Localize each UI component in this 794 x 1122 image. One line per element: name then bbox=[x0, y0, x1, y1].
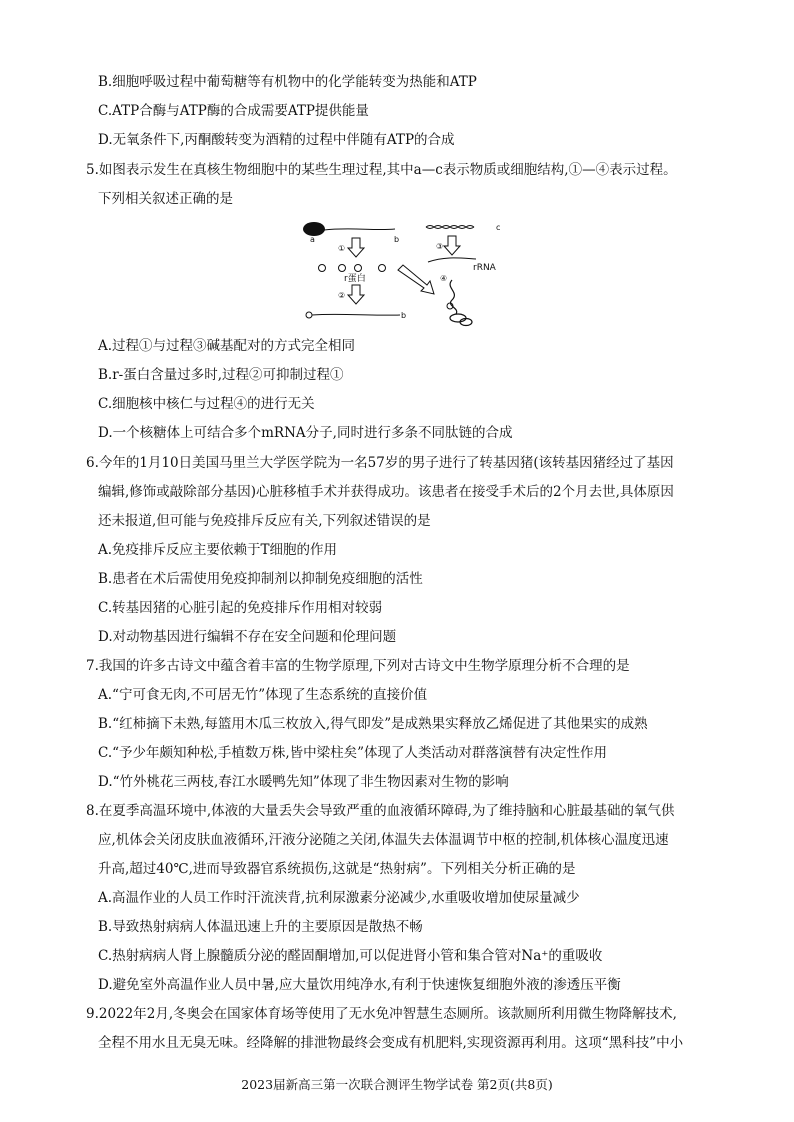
q8-option-a: A.高温作业的人员工作时汗流浃背,抗利尿激素分泌减少,水重吸收增加使尿量减少 bbox=[98, 890, 580, 906]
r-protein-circle bbox=[339, 265, 346, 272]
q5-stem-line-2: 下列相关叙述正确的是 bbox=[98, 191, 233, 207]
q8-option-b: B.导致热射病病人体温迅速上升的主要原因是散热不畅 bbox=[98, 919, 423, 935]
q6-option-c: C.转基因猪的心脏引起的免疫排斥作用相对较弱 bbox=[98, 600, 383, 616]
q8-stem-line-2: 应,机体会关闭皮肤血液循环,汗液分泌随之关闭,体温失去体温调节中枢的控制,机体核心温度迅速 bbox=[98, 832, 669, 848]
q4-option-d: D.无氧条件下,丙酮酸转变为酒精的过程中伴随有ATP的合成 bbox=[98, 132, 455, 148]
arrow-diagonal bbox=[398, 265, 434, 294]
mrna-line-bottom bbox=[312, 314, 400, 315]
q5-process-diagram bbox=[300, 218, 520, 330]
q6-option-b: B.患者在术后需使用免疫抑制剂以抑制免疫细胞的活性 bbox=[98, 571, 423, 587]
q6-stem-line-2: 编辑,修饰或敲除部分基因)心脏移植手术并获得成功。该患者在接受手术后的2个月去世,具体原因 bbox=[98, 484, 674, 500]
q5-option-a: A.过程①与过程③碱基配对的方式完全相同 bbox=[98, 338, 356, 354]
diagram-label-c: c bbox=[496, 223, 501, 232]
rrna-line bbox=[428, 258, 476, 262]
q8-stem-line-1: 8.在夏季高温环境中,体液的大量丢失会导致严重的血液循环障碍,为了维持脑和心脏最基础的氧气供 bbox=[86, 803, 675, 819]
q4-option-b: B.细胞呼吸过程中葡萄糖等有机物中的化学能转变为热能和ATP bbox=[98, 74, 477, 90]
arrow-step-2 bbox=[348, 285, 364, 304]
diagram-label-r-protein: r蛋白 bbox=[344, 274, 366, 284]
q8-stem-line-3: 升高,超过40℃,进而导致器官系统损伤,这就是“热射病”。下列相关分析正确的是 bbox=[98, 861, 576, 877]
q5-option-c: C.细胞核中核仁与过程④的进行无关 bbox=[98, 396, 315, 412]
r-protein-circle bbox=[355, 265, 362, 272]
diagram-step-4: ④ bbox=[440, 274, 448, 283]
q6-stem-line-3: 还未报道,但可能与免疫排斥反应有关,下列叙述错误的是 bbox=[98, 513, 431, 529]
arrow-step-3 bbox=[444, 236, 460, 255]
q5-option-b: B.r-蛋白含量过多时,过程②可抑制过程① bbox=[98, 367, 344, 383]
dna-blob bbox=[303, 222, 325, 236]
q5-option-d: D.一个核糖体上可结合多个mRNA分子,同时进行多条不同肽链的合成 bbox=[98, 425, 513, 441]
q8-option-d: D.避免室外高温作业人员中暑,应大量饮用纯净水,有利于快速恢复细胞外液的渗透压平衡 bbox=[98, 977, 621, 993]
q6-option-a: A.免疫排斥反应主要依赖于T细胞的作用 bbox=[98, 542, 338, 558]
diagram-label-rrna: rRNA bbox=[473, 263, 496, 273]
q7-stem-line-1: 7.我国的许多古诗文中蕴含着丰富的生物学原理,下列对古诗文中生物学原理分析不合理的是 bbox=[86, 658, 630, 674]
q6-stem-line-1: 6.今年的1月10日美国马里兰大学医学院为一名57岁的男子进行了转基因猪(该转基因猪经过了基因 bbox=[86, 455, 674, 471]
q7-option-a: A.“宁可食无肉,不可居无竹”体现了生态系统的直接价值 bbox=[98, 687, 428, 703]
q8-option-c: C.热射病病人肾上腺髓质分泌的醛固酮增加,可以促进肾小管和集合管对Na⁺的重吸收 bbox=[98, 948, 603, 964]
q5-stem-line-1: 5.如图表示发生在真核生物细胞中的某些生理过程,其中a—c表示物质或细胞结构,①—④表示过程。 bbox=[86, 162, 677, 178]
mrna-line-top bbox=[324, 229, 395, 230]
diagram-step-2: ② bbox=[338, 291, 346, 300]
q7-option-c: C.“予少年颇知种松,手植数万株,皆中梁柱矣”体现了人类活动对群落演替有决定性作用 bbox=[98, 745, 608, 761]
q6-option-d: D.对动物基因进行编辑不存在安全问题和伦理问题 bbox=[98, 629, 397, 645]
diagram-label-a: a bbox=[310, 235, 315, 244]
q7-option-d: D.“竹外桃花三两枝,春江水暖鸭先知”体现了非生物因素对生物的影响 bbox=[98, 774, 509, 790]
q7-option-b: B.“红柿摘下未熟,每篮用木瓜三枚放入,得气即发”是成熟果实释放乙烯促进了其他果实的成熟 bbox=[98, 716, 648, 732]
r-protein-circle bbox=[379, 265, 386, 272]
arrow-step-1 bbox=[348, 238, 364, 257]
q4-option-c: C.ATP合酶与ATP酶的合成需要ATP提供能量 bbox=[98, 103, 369, 119]
ribosome-subunit bbox=[450, 314, 466, 322]
diagram-label-b-bottom: b bbox=[401, 311, 407, 320]
r-protein-circle bbox=[319, 265, 326, 272]
q9-stem-line-2: 全程不用水且无臭无味。经降解的排泄物最终会变成有机肥料,实现资源再利用。这项“黑科技”中小 bbox=[98, 1035, 684, 1051]
diagram-step-1: ① bbox=[338, 244, 346, 253]
q9-stem-line-1: 9.2022年2月,冬奥会在国家体育场等使用了无水免冲智慧生态厕所。该款厕所利用微生物降解技术, bbox=[86, 1006, 677, 1022]
ribosome-bound-circle bbox=[306, 312, 312, 318]
diagram-step-3: ③ bbox=[436, 242, 444, 251]
diagram-label-b-top: b bbox=[394, 235, 400, 244]
page-footer: 2023届新高三第一次联合测评生物学试卷 第2页(共8页) bbox=[241, 1077, 553, 1092]
